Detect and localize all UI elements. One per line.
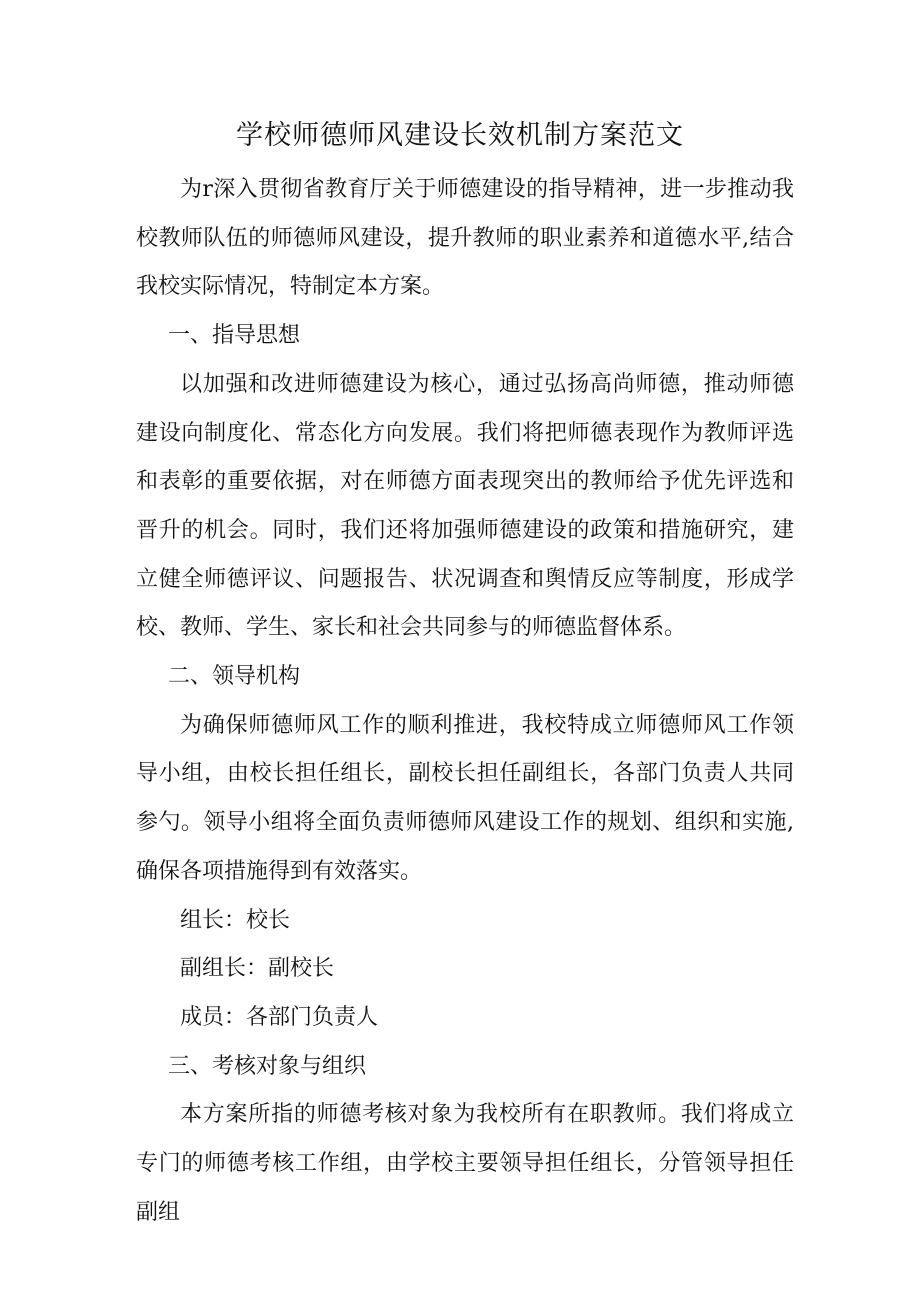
assessment-paragraph: 本方案所指的师德考核对象为我校所有在职教师。我们将成立专门的师德考核工作组，由学校主要领导担任组长，分管领导担任副组 [136,1102,794,1225]
members-line: 成员：各部门负责人 [180,1004,379,1030]
document-title: 学校师德师风建设长效机制方案范文 [236,120,684,151]
section-heading-assessment: 三、考核对象与组织 [168,1053,367,1079]
document-body [136,166,794,1237]
section-heading-leadership: 二、领导机构 [168,664,301,690]
leadership-paragraph: 为确保师德师风工作的顺利推进，我校特成立师德师风工作领导小组，由校长担任组长，副校长担任副组长，各部门负责人共同参勺。领导小组将全面负责师德师风建设工作的规划、组织和实施,确保各项措施得到有效落实。 [136,712,794,884]
section-heading-guiding-thought: 一、指导思想 [168,323,301,349]
leader-line: 组长：校长 [180,907,291,933]
intro-paragraph: 为r深入贯彻省教育厅关于师德建设的指导精神，进一步推动我校教师队伍的师德师风建设，提升教师的职业素养和道德水平,结合我校实际情况，特制定本方案。 [136,177,794,300]
guiding-thought-paragraph: 以加强和改进师德建设为核心，通过弘扬高尚师德，推动师德建设向制度化、常态化方向发展。我们将把师德表现作为教师评选和表彰的重要依据，对在师德方面表现突出的教师给予优先评选和晋升的机会。同时，我们还将加强师德建设的政策和措施研究，建立健全师德评议、问题报告、状况调查和舆情反应等制度，形成学校、教师、学生、家长和社会共同参与的师德监督体系。 [136,371,794,641]
deputy-leader-line: 副组长：副校长 [180,956,335,982]
